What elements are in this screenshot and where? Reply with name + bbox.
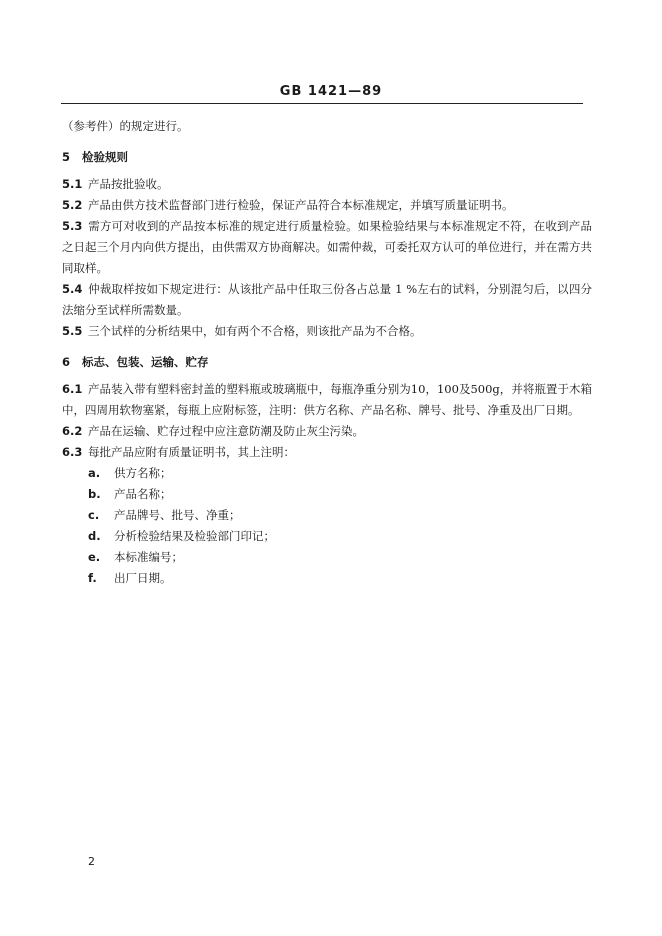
clause-text: 产品装入带有塑料密封盖的塑料瓶或玻璃瓶中，每瓶净重分别为10，100及500g，并将瓶置于木箱中，四周用软物塞紧，每瓶上应附标签，注明：供方名称、产品名称、牌号、批号、净重及出厂日期。	[62, 382, 592, 417]
clause-number: 6.3	[62, 445, 83, 459]
section-6-number: 6	[62, 355, 71, 369]
list-item-label: e.	[88, 550, 101, 564]
clause-text: 需方可对收到的产品按本标准的规定进行质量检验。如果检验结果与本标准规定不符，在收到产品之日起三个月内向供方提出，由供需双方协商解决。如需仲裁，可委托双方认可的单位进行，并在需方共同取样。	[62, 219, 592, 275]
clause-text: 仲裁取样按如下规定进行：从该批产品中任取三份各占总量 1 %左右的试料，分别混匀后，以四分法缩分至试样所需数量。	[62, 282, 592, 317]
clause-number: 5.1	[62, 177, 83, 191]
list-item-text: 供方名称；	[114, 466, 172, 480]
section-5-number: 5	[62, 150, 71, 164]
clause-6-2	[62, 421, 592, 442]
list-item-text: 出厂日期。	[114, 571, 172, 585]
clause-number: 5.4	[62, 282, 83, 296]
list-item-label: b.	[88, 487, 101, 501]
clause-text: 每批产品应附有质量证明书，其上注明：	[88, 445, 295, 459]
list-item-text: 产品牌号、批号、净重；	[114, 508, 241, 522]
clause-5-3	[62, 216, 592, 279]
clause-number: 5.5	[62, 324, 83, 338]
clause-5-4	[62, 279, 592, 321]
section-6-title: 标志、包装、运输、贮存	[82, 355, 209, 369]
clause-text: 三个试样的分析结果中，如有两个不合格，则该批产品为不合格。	[88, 324, 422, 338]
header-rule	[61, 103, 583, 104]
clause-number: 6.2	[62, 424, 83, 438]
list-item	[88, 526, 592, 547]
list-item-text: 分析检验结果及检验部门印记；	[114, 529, 275, 543]
list-item-label: d.	[88, 529, 101, 543]
page-header-standard-code: GB 1421—89	[279, 84, 383, 99]
clause-number: 6.1	[62, 382, 83, 396]
list-item	[88, 568, 592, 589]
list-item-label: c.	[88, 508, 100, 522]
section-6-heading	[62, 352, 592, 373]
list-item	[88, 547, 592, 568]
clause-6-1	[62, 379, 592, 421]
intro-line: （参考件）的规定进行。	[62, 119, 189, 133]
list-item	[88, 484, 592, 505]
clause-6-3	[62, 442, 592, 463]
list-item-text: 产品名称；	[114, 487, 172, 501]
page-number: 2	[88, 855, 95, 868]
clause-5-2	[62, 195, 592, 216]
list-item	[88, 463, 592, 484]
list-item	[88, 505, 592, 526]
clause-5-5	[62, 321, 592, 342]
section-5-heading	[62, 147, 592, 168]
clause-text: 产品由供方技术监督部门进行检验，保证产品符合本标准规定，并填写质量证明书。	[88, 198, 514, 212]
certificate-items-list	[62, 463, 592, 589]
clause-text: 产品按批验收。	[88, 177, 169, 191]
section-5-title: 检验规则	[82, 150, 128, 164]
list-item-label: a.	[88, 466, 101, 480]
list-item-text: 本标准编号；	[114, 550, 183, 564]
list-item-label: f.	[88, 571, 97, 585]
document-body	[62, 116, 592, 589]
clause-number: 5.3	[62, 219, 83, 233]
clause-5-1	[62, 174, 592, 195]
clause-text: 产品在运输、贮存过程中应注意防潮及防止灰尘污染。	[88, 424, 364, 438]
clause-number: 5.2	[62, 198, 83, 212]
